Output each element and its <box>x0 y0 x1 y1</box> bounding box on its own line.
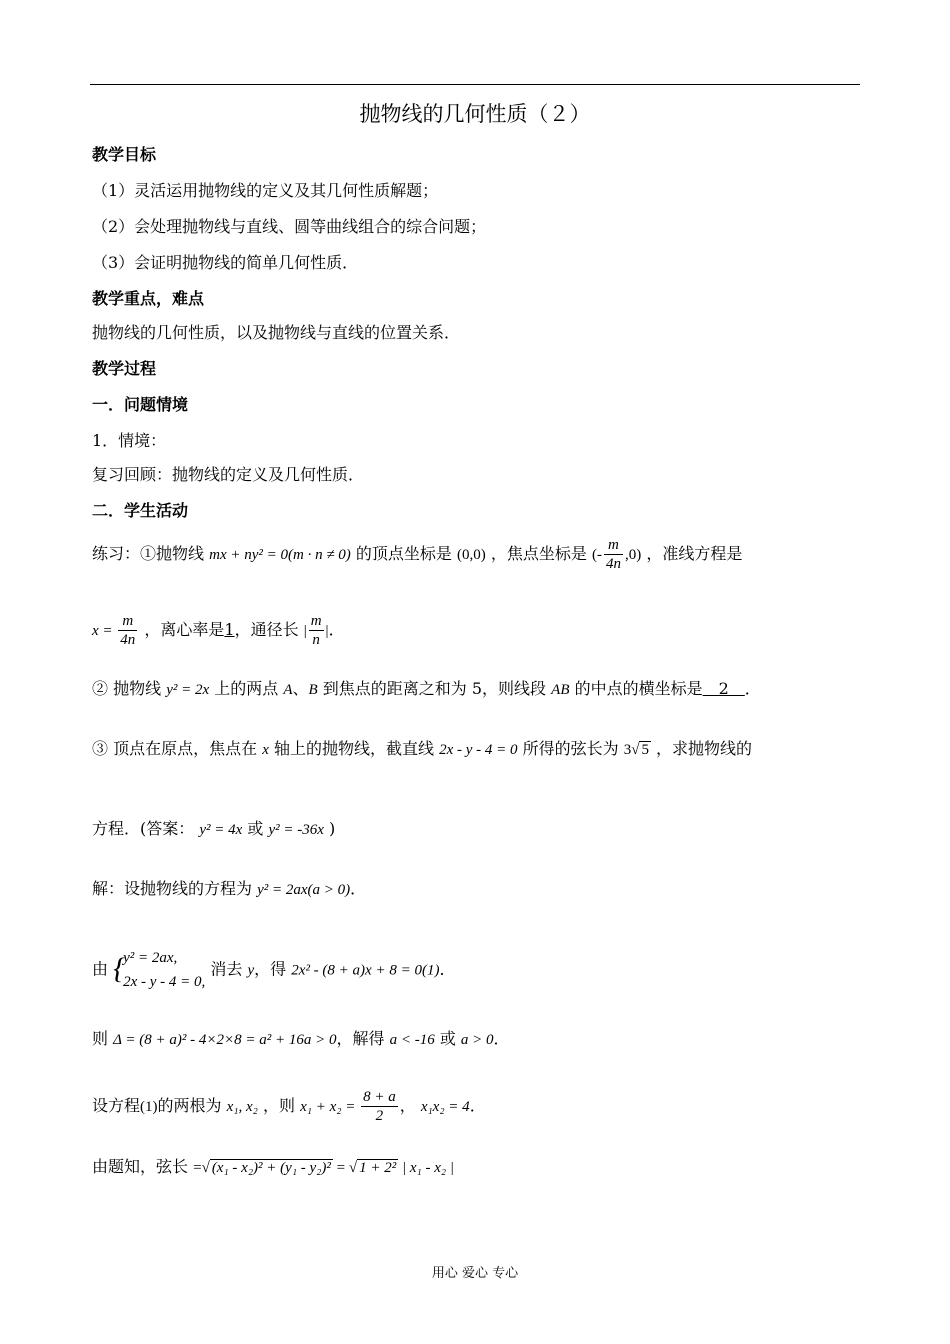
text: 或 <box>247 819 264 838</box>
discriminant: Δ = (8 + a)² - 4×2×8 = a² + 16a > 0 <box>113 1032 337 1048</box>
point-b: B <box>308 682 318 698</box>
text: ，离心率是 <box>144 620 225 639</box>
text: 、 <box>292 679 309 698</box>
text: ． <box>328 620 345 639</box>
midpoint-answer: 2 <box>702 679 745 698</box>
text: ② 抛物线 <box>92 679 162 698</box>
point-a: A <box>283 682 293 698</box>
text: ，准线方程是 <box>646 544 743 563</box>
text: 方程．(答案： <box>92 819 195 838</box>
text: ． <box>469 1096 486 1115</box>
radicand: (x₁ - x₂)² + (y₁ - y₂)² <box>211 1160 331 1176</box>
radicand: 1 + 2² <box>359 1160 397 1176</box>
text: 由题知，弦长 <box>92 1157 189 1176</box>
brace-icon: { <box>113 952 126 985</box>
text: ，解得 <box>336 1029 385 1048</box>
text: ，焦点坐标是 <box>490 544 587 563</box>
text: ) <box>329 819 336 838</box>
numerator: m <box>310 613 322 629</box>
exercise-3-line <box>92 736 752 759</box>
objective-3: （3）会证明抛物线的简单几何性质． <box>92 253 359 272</box>
review-text: 复习回顾：抛物线的定义及几何性质． <box>92 465 365 484</box>
text: ． <box>744 679 761 698</box>
objectives-heading: 教学目标 <box>92 145 157 164</box>
abs-bar: | <box>303 623 307 639</box>
vertex-coords: (0,0) <box>457 547 486 563</box>
abs-bar: | <box>325 623 329 639</box>
keypoints-heading: 教学重点，难点 <box>92 289 205 308</box>
text: ， <box>399 1096 416 1115</box>
solution-equation: y² = 2ax(a > 0) <box>257 882 351 898</box>
text: 的两根为 <box>157 1096 222 1115</box>
text: 解：设抛物线的方程为 <box>92 879 253 898</box>
denominator: 4n <box>605 556 621 572</box>
parabola-y2-2x: y² = 2x <box>166 682 210 698</box>
roots: x₁, x₂ <box>226 1099 258 1115</box>
exercise-3-line-2 <box>92 816 335 839</box>
text: 所得的弦长为 <box>522 739 619 758</box>
part1-heading: 一．问题情境 <box>92 395 189 414</box>
text: 则 <box>92 1029 109 1048</box>
numerator: m <box>604 536 623 555</box>
quadratic-equation: 2x² - (8 + a)x + 8 = 0(1) <box>291 962 440 979</box>
objective-1: （1）灵活运用抛物线的定义及其几何性质解题； <box>92 181 439 200</box>
equals: = <box>193 1160 202 1176</box>
product: x₁x₂ = 4 <box>420 1099 470 1115</box>
a-greater-than: a > 0 <box>460 1032 494 1048</box>
text: ． <box>350 879 367 898</box>
sum-fraction <box>361 1088 398 1125</box>
text: ，得 <box>254 959 287 979</box>
directrix-pre: x = <box>92 623 117 639</box>
focus-post: ,0) <box>624 547 642 563</box>
equation-ref: (1) <box>140 1099 158 1115</box>
chord-sqrt: √ 5 <box>631 742 649 758</box>
exercise-2-line <box>92 676 761 699</box>
text: ． <box>439 959 456 979</box>
segment-ab: AB <box>551 682 570 698</box>
abs-diff: | x₁ - x₂ | <box>398 1160 454 1176</box>
top-rule <box>90 84 860 85</box>
solution-line-2 <box>92 946 455 994</box>
denominator: n <box>312 632 320 648</box>
page-title: 抛物线的几何性质（２） <box>359 102 591 126</box>
a-less-than: a < -16 <box>389 1032 435 1048</box>
chord-sqrt-2: √ 1 + 2² <box>348 1160 397 1176</box>
text: 消去 <box>210 959 243 979</box>
var-y: y <box>247 962 255 979</box>
text: 由 <box>92 959 109 979</box>
text: 的中点的横坐标是 <box>574 679 703 698</box>
var-x: x <box>262 742 269 758</box>
exercise-1-line-2 <box>92 612 345 649</box>
text: 上的两点 <box>214 679 279 698</box>
text: ③ 顶点在原点，焦点在 <box>92 739 258 758</box>
focus-pre: (- <box>591 547 602 563</box>
text: 轴上的抛物线，截直线 <box>273 739 434 758</box>
system-row-1: y² = 2ax, <box>123 950 178 966</box>
page-footer: 用心 爱心 专心 <box>431 1266 519 1281</box>
chord-coef: 3 <box>623 742 632 758</box>
parabola-equation: mx + ny² = 0(m · n ≠ 0) <box>209 547 351 563</box>
solution-line-4 <box>92 1088 486 1125</box>
numerator: 8 + a <box>363 1089 396 1105</box>
radicand: 5 <box>641 742 649 758</box>
denominator: 2 <box>375 1108 384 1124</box>
text: 的顶点坐标是 <box>355 544 452 563</box>
eccentricity-answer: 1 <box>224 620 235 639</box>
text: ，通径长 <box>234 620 299 639</box>
sum-pre: x₁ + x₂ = <box>300 1099 360 1115</box>
objective-2: （2）会处理抛物线与直线、圆等曲线组合的综合问题； <box>92 217 487 236</box>
keypoints-text: 抛物线的几何性质，以及抛物线与直线的位置关系． <box>92 323 461 342</box>
solution-line-1 <box>92 876 366 899</box>
text: 或 <box>439 1029 456 1048</box>
numerator: m <box>118 612 137 631</box>
text: ． <box>493 1029 510 1048</box>
focus-fraction <box>604 536 623 573</box>
solution-line-3 <box>92 1026 510 1049</box>
text: ，求抛物线的 <box>656 739 753 758</box>
text: 到焦点的距离之和为 5，则线段 <box>322 679 547 698</box>
part2-heading: 二．学生活动 <box>92 501 189 520</box>
line-equation: 2x - y - 4 = 0 <box>439 742 518 758</box>
equals: = <box>332 1160 349 1176</box>
situation-label: 1．情境： <box>92 431 167 450</box>
text: 设方程 <box>92 1096 141 1115</box>
denominator: 4n <box>120 632 136 648</box>
answer-2: y² = -36x <box>268 822 324 838</box>
exercise-1-line <box>92 536 742 573</box>
latus-fraction <box>309 612 324 649</box>
directrix-fraction <box>118 612 137 649</box>
text: ，则 <box>262 1096 295 1115</box>
chord-sqrt-1: √ (x₁ - x₂)² + (y₁ - y₂)² <box>201 1160 331 1176</box>
text: 练习：①抛物线 <box>92 544 205 563</box>
system-row-2: 2x - y - 4 = 0, <box>123 974 206 990</box>
answer-1: y² = 4x <box>199 822 243 838</box>
process-heading: 教学过程 <box>92 359 157 378</box>
solution-line-5 <box>92 1154 454 1177</box>
equation-system <box>113 946 205 994</box>
